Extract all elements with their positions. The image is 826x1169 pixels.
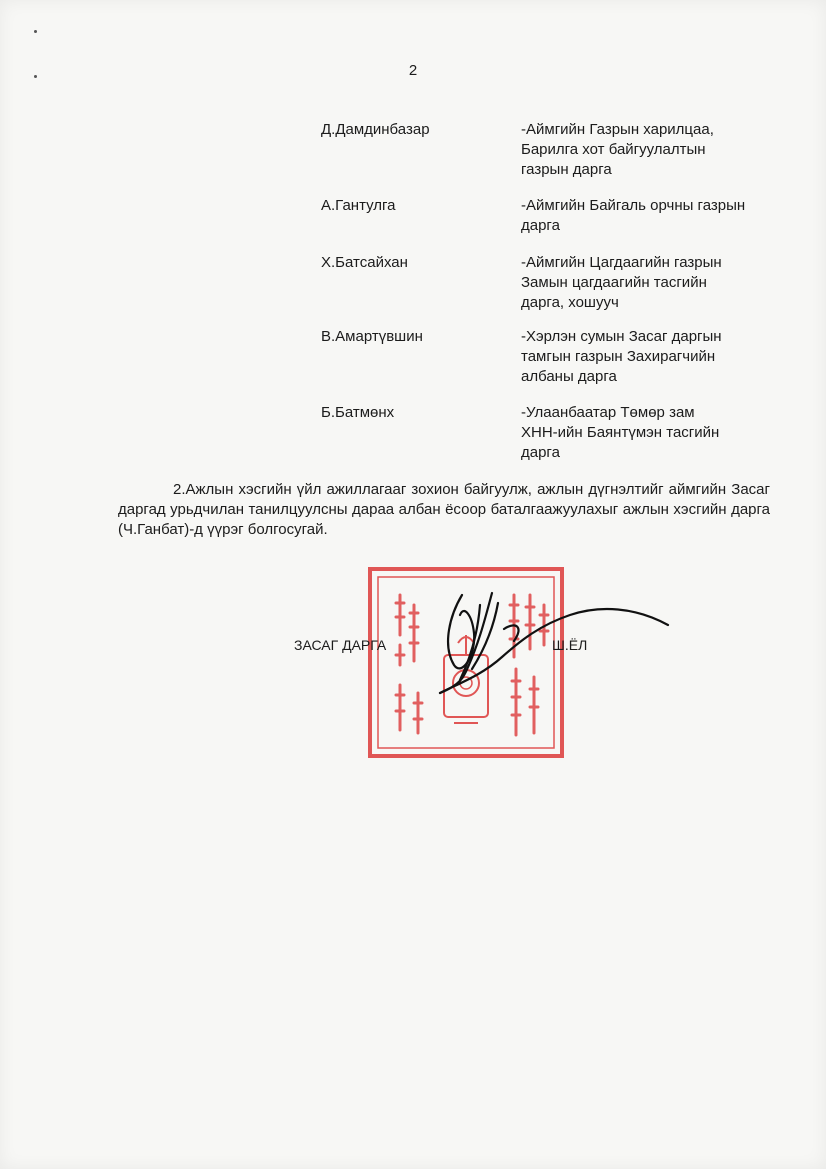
- member-name: Д.Дамдинбазар: [321, 121, 430, 138]
- member-role-line: тамгын газрын Захирагчийн: [521, 348, 716, 365]
- resolution-paragraph: 2.Ажлын хэсгийн үйл ажиллагааг зохион байгуулж, ажлын дүгнэлтийг аймгийн Засаг даргад урьдчилан танилцуулсны дараа албан ёсоор баталгаажуулахыг ажлын хэсгийн дарга (Ч.Ганбат)-д үүрэг болгосугай.: [118, 481, 770, 538]
- member-role: [521, 120, 771, 180]
- member-role-line: -Улаанбаатар Төмөр зам: [521, 404, 695, 421]
- member-role: [521, 253, 771, 313]
- member-role-line: -Аймгийн Байгаль орчны газрын: [521, 197, 746, 214]
- member-role-line: -Аймгийн Цагдаагийн газрын: [521, 254, 722, 271]
- member-role-line: -Аймгийн Газрын харилцаа,: [521, 121, 714, 138]
- member-role-line: газрын дарга: [521, 161, 612, 178]
- member-role-line: ХНН-ийн Баянтүмэн тасгийн: [521, 424, 720, 441]
- member-role-line: Барилга хот байгуулалтын: [521, 141, 706, 158]
- member-role-line: дарга: [521, 217, 560, 234]
- punch-hole-mark: [34, 30, 37, 33]
- member-role-line: Замын цагдаагийн тасгийн: [521, 274, 707, 291]
- member-role: [521, 403, 771, 463]
- member-role: [521, 327, 771, 387]
- member-role-line: дарга, хошууч: [521, 294, 619, 311]
- member-name: Б.Батмөнх: [321, 404, 395, 421]
- member-name: Х.Батсайхан: [321, 254, 408, 271]
- member-name: А.Гантулга: [321, 197, 396, 214]
- signatory-title: ЗАСАГ ДАРГА: [294, 637, 387, 653]
- page-number: 2: [408, 62, 418, 79]
- member-role-line: албаны дарга: [521, 368, 617, 385]
- handwritten-signature: [420, 585, 675, 705]
- member-name: В.Амартүвшин: [321, 328, 423, 345]
- member-role-line: дарга: [521, 444, 560, 461]
- signatory-name: Ш.ЁЛ: [552, 637, 588, 653]
- member-role-line: -Хэрлэн сумын Засаг даргын: [521, 328, 722, 345]
- member-role: [521, 196, 771, 236]
